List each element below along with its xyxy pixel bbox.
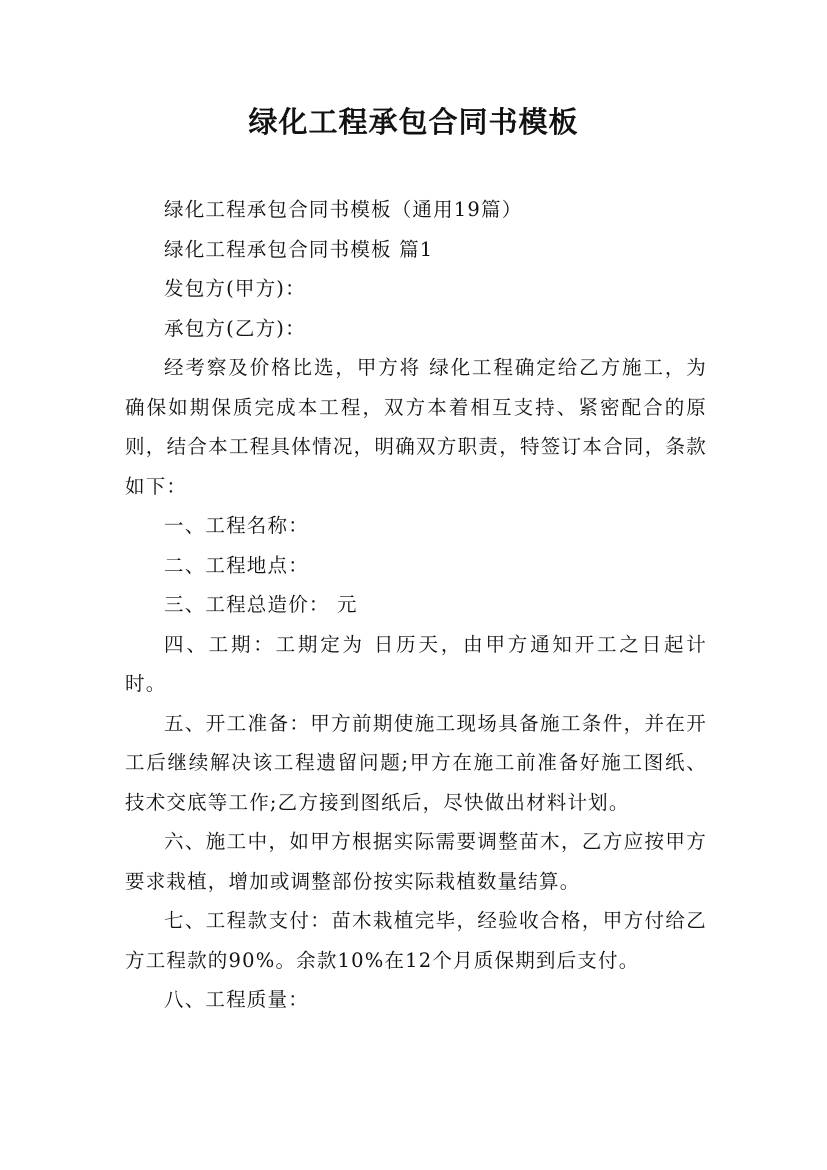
document-title: 绿化工程承包合同书模板 <box>248 105 579 139</box>
clause-payment: 七、工程款支付：苗木栽植完毕，经验收合格，甲方付给乙方工程款的90%。余款10%在12个月质保期到后支付。 <box>125 909 707 972</box>
paragraph-section-heading: 绿化工程承包合同书模板 篇1 <box>164 237 434 261</box>
clause-project-location: 二、工程地点： <box>164 553 309 577</box>
clause-duration: 四、工期：工期定为 日历天，由甲方通知开工之日起计时。 <box>125 632 707 695</box>
clause-total-cost: 三、工程总造价： 元 <box>164 593 358 616</box>
document-body <box>125 190 707 1020</box>
paragraph-subtitle: 绿化工程承包合同书模板（通用19篇） <box>164 198 523 221</box>
clause-construction: 六、施工中，如甲方根据实际需要调整苗木，乙方应按甲方要求栽植，增加或调整部份按实际栽植数量结算。 <box>125 830 707 893</box>
paragraph-preamble: 经考察及价格比选，甲方将 绿化工程确定给乙方施工，为确保如期保质完成本工程，双方本着相互支持、紧密配合的原则，结合本工程具体情况，明确双方职责，特签订本合同，条款如下： <box>125 356 707 498</box>
paragraph-party-b: 承包方(乙方)： <box>164 316 306 340</box>
paragraph-party-a: 发包方(甲方)： <box>164 277 306 300</box>
clause-preparation: 五、开工准备：甲方前期使施工现场具备施工条件，并在开工后继续解决该工程遗留问题;甲方在施工前准备好施工图纸、技术交底等工作;乙方接到图纸后，尽快做出材料计划。 <box>125 711 707 814</box>
clause-project-name: 一、工程名称： <box>164 514 309 537</box>
clause-quality: 八、工程质量： <box>164 988 309 1011</box>
